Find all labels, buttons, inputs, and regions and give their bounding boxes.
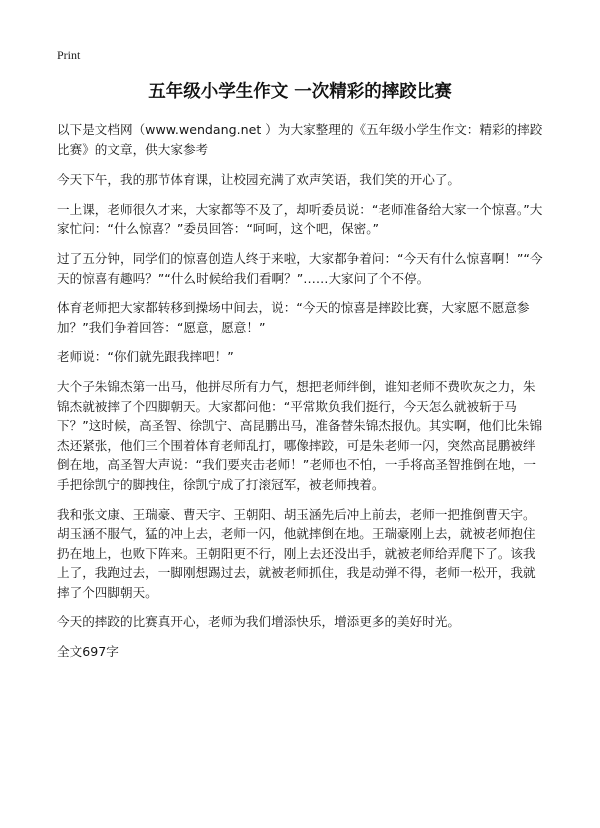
body-paragraph: 我和张文康、王瑞豪、曹天宇、王朝阳、胡玉涵先后冲上前去，老师一把推倒曹天宇。胡玉涵不服气，猛的冲上去，老师一闪，他就摔倒在地。王瑞豪刚上去，就被老师抱住扔在地上，也败下阵来。王朝阳更不行，刚上去还没出手，就被老师给弄爬下了。该我上了，我跑过去，一脚刚想踢过去，就被老师抓住，我是动弹不得，老师一松开，我就摔了个四脚朝天。 <box>57 506 536 600</box>
document-title: 五年级小学生作文 一次精彩的摔跤比赛 <box>148 82 452 102</box>
word-count: 全文697字 <box>57 644 119 660</box>
body-paragraph: 过了五分钟，同学们的惊喜创造人终于来啦，大家都争着问：“今天有什么惊喜啊！”“今天的惊喜有趣吗？”“什么时候给我们看啊？”……大家问了个不停。 <box>57 250 543 286</box>
document-body <box>57 120 547 662</box>
body-paragraph: 一上课，老师很久才来，大家都等不及了，却听委员说：“老师准备给大家一个惊喜。”大家忙问：“什么惊喜？”委员回答：“呵呵，这个吧，保密。” <box>57 201 543 237</box>
body-paragraph: 大个子朱锦杰第一出马，他拼尽所有力气，想把老师绊倒，谁知老师不费吹灰之力，朱锦杰就被摔了个四脚朝天。大家都问他：“平常欺负我们挺行，今天怎么就被斩于马下？”这时候，高圣智、徐凯宁、高昆鹏出马，准备替朱锦杰报仇。其实啊，他们比朱锦杰还紧张，他们三个围着体育老师乱打，哪像摔跤，可是朱老师一闪，突然高昆鹏被绊倒在地，高圣智大声说：“我们要夹击老师！”老师也不怕，一手将高圣智推倒在地，一手把徐凯宁的脚拽住，徐凯宁成了打滚冠军，被老师拽着。 <box>57 378 543 492</box>
body-paragraph: 体育老师把大家都转移到操场中间去，说：“今天的惊喜是摔跤比赛，大家愿不愿意参加？”我们争着回答：“愿意，愿意！” <box>57 300 530 335</box>
body-paragraph: 老师说：“你们就先跟我摔吧！” <box>57 349 234 365</box>
body-paragraph: 今天的摔跤的比赛真开心，老师为我们增添快乐，增添更多的美好时光。 <box>57 614 460 630</box>
intro-paragraph: 以下是文档网（www.wendang.net ）为大家整理的《五年级小学生作文：精彩的摔跤比赛》的文章，供大家参考 <box>57 122 543 157</box>
print-label: Print <box>57 48 81 62</box>
body-paragraph: 今天下午，我的那节体育课，让校园充满了欢声笑语，我们笑的开心了。 <box>57 172 460 188</box>
